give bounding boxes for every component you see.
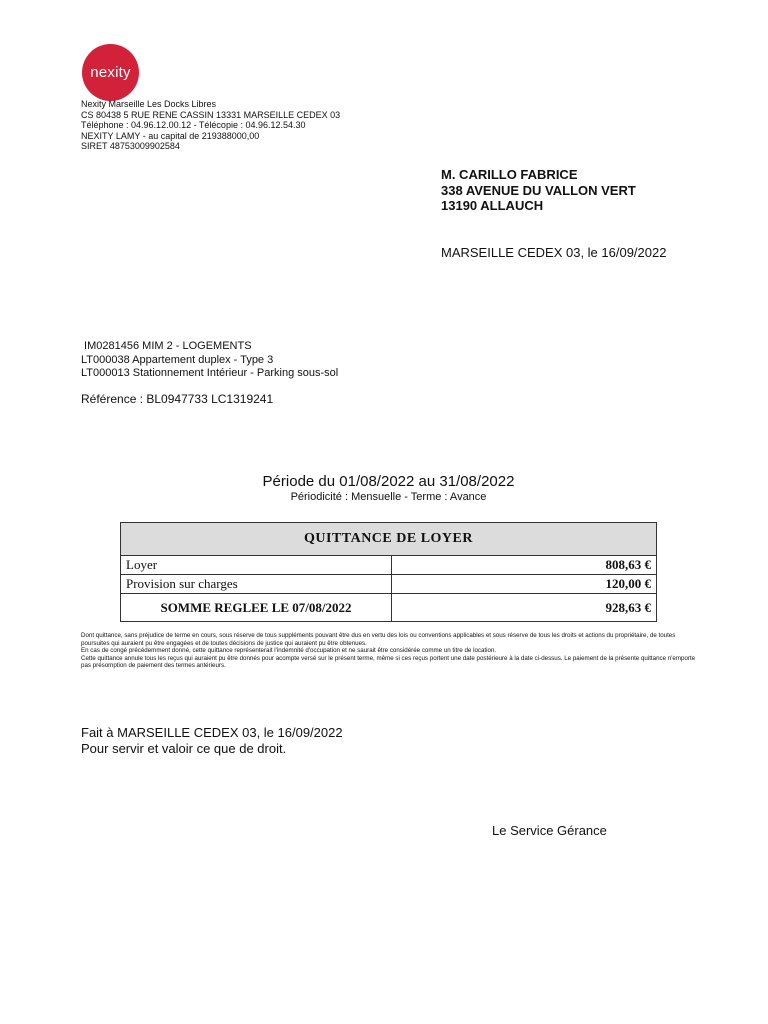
total-row (121, 594, 657, 622)
reference: Référence : BL0947733 LC1319241 (81, 392, 274, 406)
recipient-name: M. CARILLO FABRICE (441, 167, 578, 182)
recipient-address-block (441, 167, 636, 214)
closing-block (81, 725, 343, 756)
charges-amount: 120,00 € (392, 575, 657, 594)
recipient-street: 338 AVENUE DU VALLON VERT (441, 182, 636, 198)
receipt-table (120, 522, 657, 622)
property-lot-apartment: LT000038 Appartement duplex - Type 3 (81, 353, 274, 366)
recipient-city: 13190 ALLAUCH (441, 198, 544, 213)
done-at: Fait à MARSEILLE CEDEX 03, le 16/09/2022 (81, 725, 343, 740)
table-row (121, 575, 657, 594)
place-date: MARSEILLE CEDEX 03, le 16/09/2022 (441, 245, 667, 260)
nexity-logo (82, 44, 139, 101)
rent-label: Loyer (121, 556, 392, 575)
total-amount: 928,63 € (392, 594, 657, 622)
rent-amount: 808,63 € (392, 556, 657, 575)
logo-text: nexity (90, 64, 131, 81)
period-title: Période du 01/08/2022 au 31/08/2022 (262, 473, 515, 490)
total-label: SOMME REGLEE LE 07/08/2022 (121, 594, 392, 622)
property-block (81, 340, 338, 381)
charges-label: Provision sur charges (121, 575, 392, 594)
sender-line-capital: NEXITY LAMY - au capital de 219388000,00 (81, 130, 260, 141)
signature-service: Le Service Gérance (492, 823, 607, 838)
property-lot-parking: LT000013 Stationnement Intérieur - Parking sous-sol (81, 367, 339, 379)
legal-line: Dont quittance, sans préjudice de terme en cours, sous réserve de tous suppléments pouvant être dus en vertu des lois ou conventions applicables et sous réserve de tous les droits et actions du propriétaire, de toutes poursuites qui auraient pu être engagées et de toutes décisions de justice qui auraient pu être obtenues. (81, 632, 676, 647)
sender-line-company: Nexity Marseille Les Docks Libres (81, 99, 217, 109)
receipt-header-row (121, 523, 657, 556)
sender-line-phone: Téléphone : 04.96.12.00.12 - Télécopie : 04.96.12.54.30 (81, 120, 306, 130)
valid-statement: Pour servir et valoir ce que de droit. (81, 740, 287, 756)
sender-address-block (81, 99, 340, 152)
receipt-title: QUITTANCE DE LOYER (121, 523, 657, 556)
property-building: IM0281456 MIM 2 - LOGEMENTS (81, 340, 252, 352)
table-row (121, 556, 657, 575)
sender-line-siret: SIRET 48753009902584 (81, 141, 180, 151)
sender-line-address: CS 80438 5 RUE RENE CASSIN 13331 MARSEILLE CEDEX 03 (81, 109, 341, 120)
legal-line: Cette quittance annule tous les reçus qui auraient pu être donnés pour acompte versé sur le présent terme, même si ces reçus portent une date postérieure à la date ci-dessus. Le paiement de la présente quittance n'emporte pas présomption de paiement des termes antérieurs. (81, 654, 696, 670)
periodicity: Périodicité : Mensuelle - Terme : Avance (290, 491, 487, 503)
legal-notice (81, 632, 696, 670)
legal-line: En cas de congé précédemment donné, cette quittance représenterait l'indemnité d'occupation et ne saurait être considérée comme un titre de location. (81, 647, 497, 655)
